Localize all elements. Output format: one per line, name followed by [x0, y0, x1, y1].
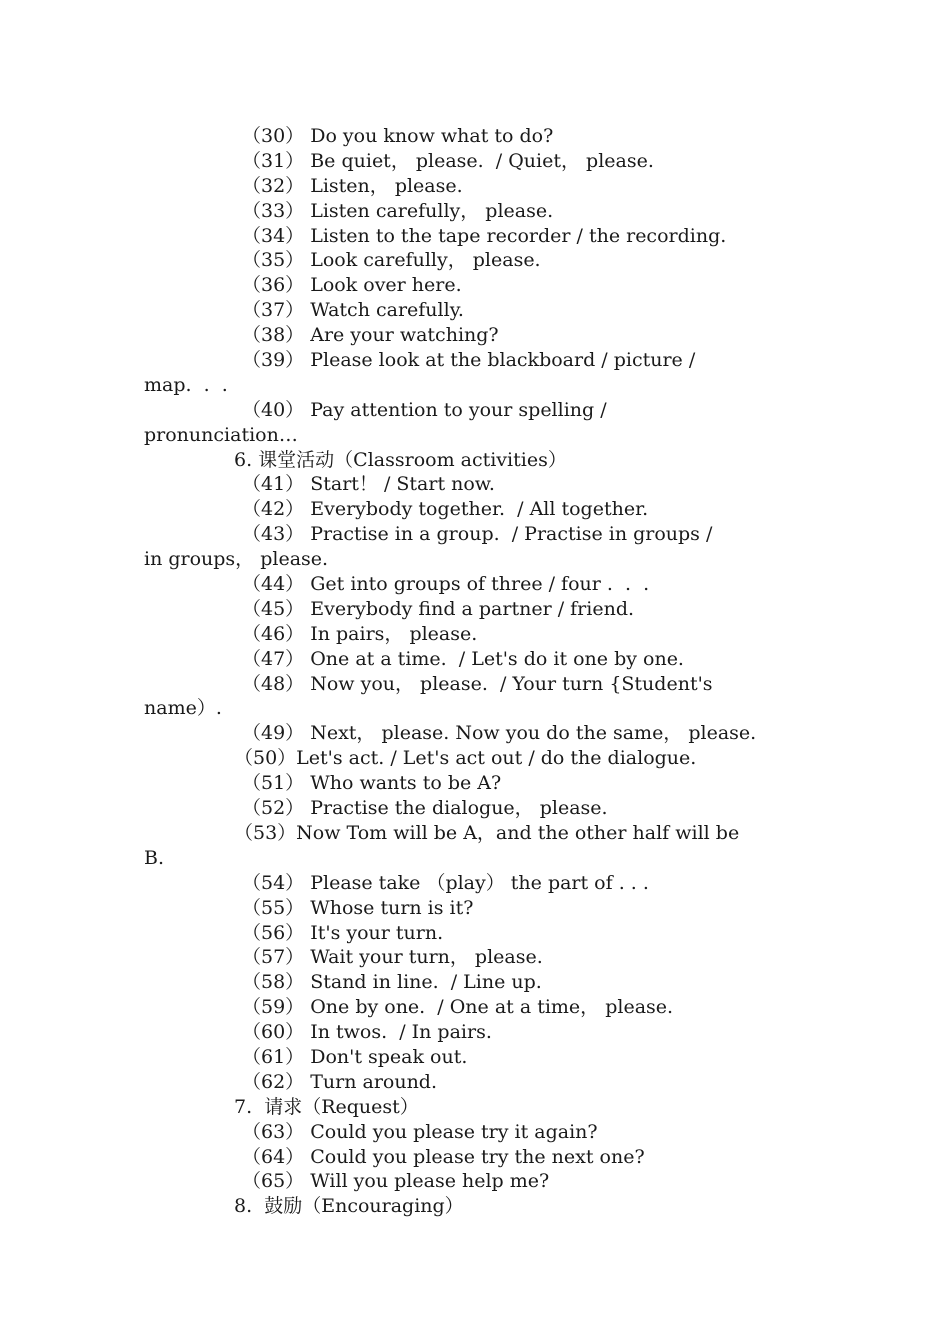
list-item: （35） Look carefully， please. [242, 249, 541, 272]
list-item: （34） Listen to the tape recorder / the recording. [242, 224, 727, 247]
list-item: （49） Next， please. Now you do the same， please. [242, 722, 757, 745]
list-item: （59） One by one. / One at a time， please. [242, 996, 674, 1019]
list-item: （48） Now you， please. / Your turn {Student's [242, 672, 713, 695]
list-item: （36） Look over here. [242, 274, 462, 297]
list-item-continuation: B. [144, 846, 165, 869]
list-item: （57） Wait your turn， please. [242, 946, 543, 969]
list-item-continuation: in groups， please. [144, 548, 329, 571]
list-item: （42） Everybody together. / All together. [242, 498, 649, 521]
list-item: （63） Could you please try it again? [242, 1120, 598, 1143]
list-item: （31） Be quiet， please. / Quiet， please. [242, 149, 654, 172]
list-item: （40） Pay attention to your spelling / [242, 398, 607, 421]
section-heading: 7. 请求（Request） [234, 1095, 419, 1118]
list-item: （58） Stand in line. / Line up. [242, 971, 542, 994]
list-item: （52） Practise the dialogue， please. [242, 797, 608, 820]
list-item: （38） Are your watching? [242, 324, 499, 347]
list-item-continuation: name）. [144, 697, 222, 720]
list-item: （62） Turn around. [242, 1070, 438, 1093]
list-item: （55） Whose turn is it? [242, 896, 474, 919]
list-item: （39） Please look at the blackboard / picture / [242, 349, 696, 372]
list-item: （44） Get into groups of three / four . . . [242, 573, 650, 596]
list-item: （43） Practise in a group. / Practise in groups / [242, 523, 713, 546]
list-item-continuation: map. . . [144, 373, 228, 396]
list-item: （30） Do you know what to do? [242, 125, 554, 147]
section-heading: 6. 课堂活动（Classroom activities） [234, 448, 567, 471]
list-item: （53）Now Tom will be A，and the other half will be [234, 821, 740, 844]
section-heading: 8. 鼓励（Encouraging） [234, 1195, 464, 1218]
list-item: （47） One at a time. / Let's do it one by one. [242, 647, 684, 670]
document-body [0, 124, 950, 1219]
list-item: （45） Everybody find a partner / friend. [242, 597, 635, 620]
list-item: （41） Start！ / Start now. [242, 473, 495, 496]
list-item: （37） Watch carefully. [242, 299, 464, 322]
list-item: （56） It's your turn. [242, 921, 444, 944]
list-item: （54） Please take （play） the part of . . . [242, 871, 649, 894]
list-item-continuation: pronunciation… [144, 423, 298, 446]
list-item: （33） Listen carefully， please. [242, 199, 554, 222]
list-item: （65） Will you please help me? [242, 1170, 550, 1193]
list-item: （50）Let's act. / Let's act out / do the dialogue. [234, 747, 697, 770]
list-item: （32） Listen， please. [242, 174, 463, 197]
list-item: （64） Could you please try the next one? [242, 1145, 645, 1168]
list-item: （61） Don't speak out. [242, 1045, 468, 1068]
list-item: （51） Who wants to be A? [242, 772, 502, 795]
list-item: （60） In twos. / In pairs. [242, 1021, 492, 1044]
list-item: （46） In pairs， please. [242, 622, 478, 645]
